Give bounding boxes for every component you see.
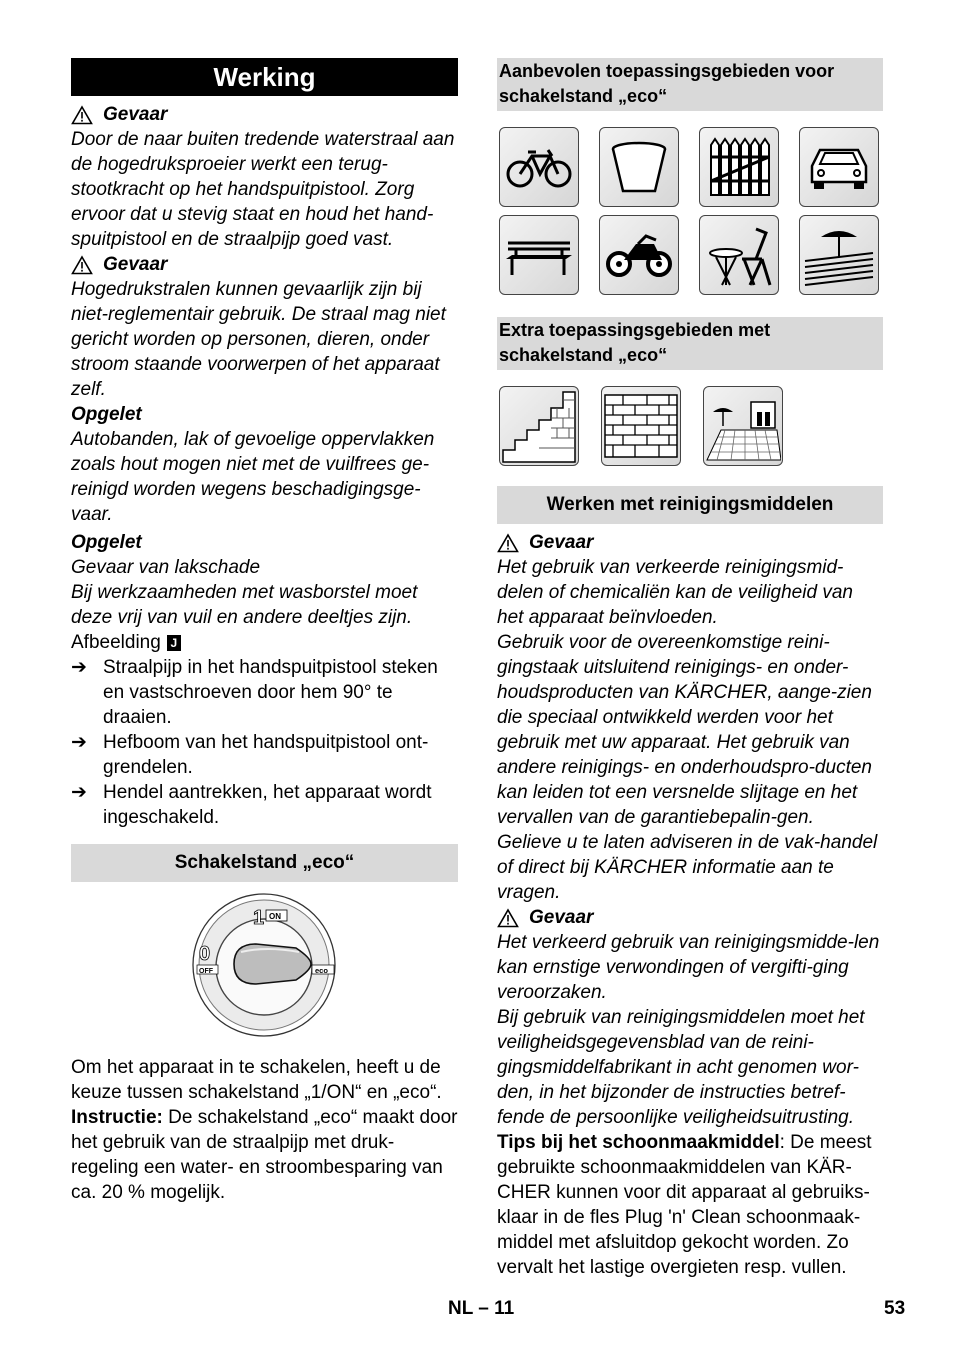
warning-label: Gevaar	[529, 532, 594, 553]
warning-triangle-icon	[71, 255, 93, 275]
warning-label: Gevaar	[529, 907, 594, 928]
warning-text: Het gebruik van verkeerde reinigingsmid-delen of chemicaliën kan de veiligheid van het apparaat beïnvloeden.	[497, 557, 853, 628]
caution-text: Autobanden, lak of gevoelige oppervlakken zoals hout mogen niet met de vuilfrees ge-reinigd worden wegens beschadigingsge-vaar.	[71, 429, 435, 525]
warning-heading	[71, 252, 458, 277]
section-title-werking: Werking	[71, 58, 458, 96]
dial-mark-1: 1	[253, 907, 265, 929]
caution-subtitle: Gevaar van lakschade	[71, 557, 261, 578]
step-text: Hendel aantrekken, het apparaat wordt ingeschakeld.	[103, 782, 432, 828]
fence-icon	[699, 127, 779, 207]
warning-text: Gebruik voor de overeenkomstige reini-gingstaak uitsluitend reinigings- en onder-houdsproducten van KÄRCHER, aange-zien die speciaal ontwikkeld werden voor het gebruik met uw apparaat. Het gebruik van andere reinigings- en onderhoudspro-ducten kan leiden tot een versnelde slijtage en het vervallen van de garantiebepalin-gen. Gelieve u te laten adviseren in de vak-handel of direct bij KÄRCHER informatie aan te vragen.	[497, 632, 878, 903]
instruction-label: Instructie:	[71, 1107, 163, 1128]
garden-furniture-icon	[699, 215, 779, 295]
list-item	[71, 730, 458, 780]
tips-label: Tips bij het schoonmaakmiddel	[497, 1132, 780, 1153]
warning-heading	[71, 102, 458, 127]
warning-text: Het verkeerd gebruik van reinigingsmidde-len kan ernstige verwondingen of vergifti-ging veroorzaken.	[497, 932, 880, 1003]
extra-icons-grid	[499, 386, 883, 466]
warning-text: Hogedrukstralen kunnen gevaarlijk zijn bij niet-reglementair gebruik. De straal mag niet gericht worden op personen, dieren, onder stroom staande voorwerpen of het apparaat zelf.	[71, 279, 446, 400]
dial-mark-0: 0	[199, 943, 211, 965]
stone-stairs-icon	[499, 386, 579, 466]
caution-text: Bij werkzaamheden met wasborstel moet deze vrij van vuil en andere deeltjes zijn.	[71, 582, 418, 628]
footer-page-number: 53	[884, 1298, 906, 1319]
arrow-right-icon: ➔	[71, 657, 87, 678]
dial-mark-off: OFF	[199, 968, 213, 975]
patio-paving-icon	[703, 386, 783, 466]
arrow-right-icon: ➔	[71, 782, 87, 803]
figure-label: Afbeelding	[71, 632, 161, 653]
dial-mark-on: ON	[269, 912, 281, 921]
bicycle-icon	[499, 127, 579, 207]
section-title-cleaning-agents: Werken met reinigingsmiddelen	[497, 486, 883, 524]
warning-text: Door de naar buiten tredende waterstraal aan de hogedruksproeier werkt een terug-stootkracht op het handspuitpistool. Zorg ervoor dat u stevig staat en houd het hand-spuitpistool en de straalpijp goed vast.	[71, 129, 455, 250]
left-column	[71, 58, 458, 1205]
recommended-areas-title: Aanbevolen toepassingsgebieden voor schakelstand „eco“	[497, 58, 883, 111]
warning-heading	[497, 530, 883, 555]
warning-triangle-icon	[71, 105, 93, 125]
switch-instruction-text: Om het apparaat in te schakelen, heeft u de keuze tussen schakelstand „1/ON“ en „eco“.	[71, 1057, 442, 1103]
step-text: Straalpijp in het handspuitpistool steken en vastschroeven door hem 90° te draaien.	[103, 657, 438, 728]
warning-heading	[497, 905, 883, 930]
figure-reference	[71, 630, 458, 655]
list-item	[71, 780, 458, 830]
warning-triangle-icon	[497, 908, 519, 928]
figure-badge: J	[167, 635, 181, 651]
terrace-umbrella-icon	[799, 215, 879, 295]
caution-label: Opgelet	[71, 404, 142, 425]
extra-areas-title: Extra toepassingsgebieden met schakelstand „eco“	[497, 317, 883, 370]
warning-triangle-icon	[497, 533, 519, 553]
bench-icon	[499, 215, 579, 295]
right-column	[497, 58, 883, 1280]
dial-icon	[71, 882, 458, 1047]
tips-paragraph	[497, 1130, 883, 1280]
tips-text: : De meest gebruikte schoonmaakmiddelen van KÄR-CHER kunnen voor dit apparaat al gebruiks-klaar in de fles Plug 'n' Clean schoonmaak-middel met afsluitdop gekocht worden. Zo vervalt het lastige overgieten resp. vullen.	[497, 1132, 872, 1278]
flower-pot-icon	[599, 127, 679, 207]
step-text: Hefboom van het handspuitpistool ont-grendelen.	[103, 732, 429, 778]
recommended-icons-grid	[499, 127, 883, 295]
list-item	[71, 655, 458, 730]
section-title-eco: Schakelstand „eco“	[71, 844, 458, 882]
warning-label: Gevaar	[103, 254, 168, 275]
instruction-text: De schakelstand „eco“ maakt door het gebruik van de straalpijp met druk-regeling een water- en stroombesparing van ca. 20 % mogelijk.	[71, 1107, 458, 1203]
footer-language-page: NL – 11	[448, 1298, 515, 1319]
dial-mark-eco: eco	[315, 966, 328, 975]
motorcycle-icon	[599, 215, 679, 295]
warning-text: Bij gebruik van reinigingsmiddelen moet het veiligheidsgegevensblad van de reini-gingsmiddelfabrikant in acht genomen wor-den, in het bijzonder de instructies betref-fende de persoonlijke veiligheidsuitrusting.	[497, 1007, 865, 1128]
brick-wall-icon	[601, 386, 681, 466]
caution-label: Opgelet	[71, 532, 142, 553]
switch-dial-figure	[71, 882, 458, 1047]
warning-label: Gevaar	[103, 104, 168, 125]
car-icon	[799, 127, 879, 207]
instruction-paragraph	[71, 1105, 458, 1205]
arrow-right-icon: ➔	[71, 732, 87, 753]
